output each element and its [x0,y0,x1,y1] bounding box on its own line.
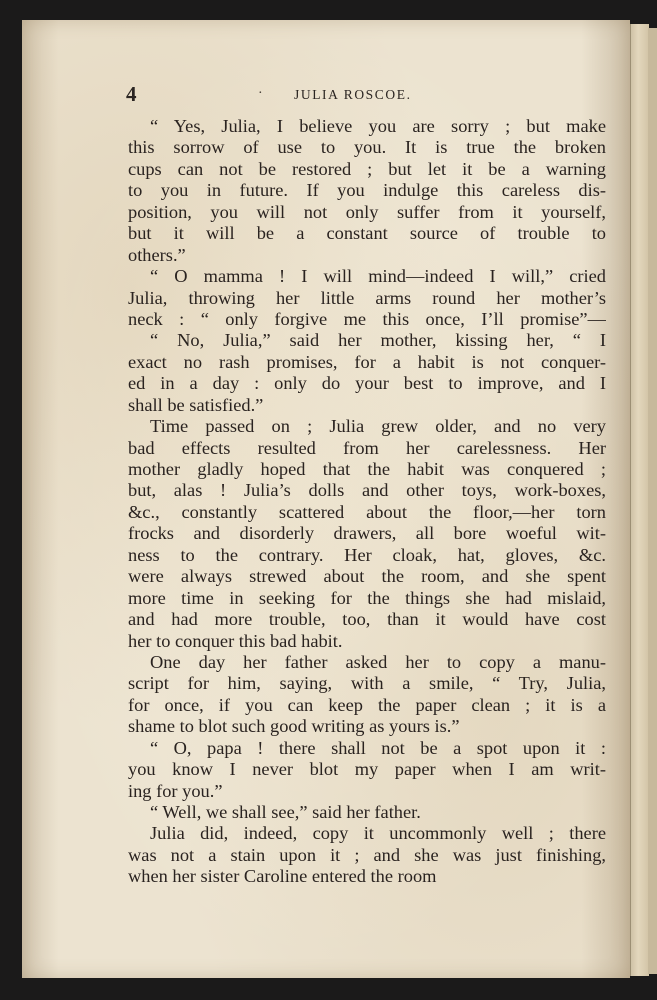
text-line: frocks and disorderly drawers, all bore woeful wit- [128,523,606,544]
text-line: ed in a day : only do your best to improve, and I [128,373,606,394]
text-line: shall be satisfied.” [128,394,264,415]
text-line: Julia did, indeed, copy it uncommonly well ; there [150,823,606,844]
text-line: but it will be a constant source of trouble to [128,223,606,244]
text-line: position, you will not only suffer from it yourself, [128,201,606,222]
text-line: were always strewed about the room, and she spent [128,566,606,587]
header-separator: · [258,86,263,101]
text-line: was not a stain upon it ; and she was just finishing, [128,844,606,865]
text-line: Julia, throwing her little arms round her mother’s [128,287,606,308]
text-line: &c., constantly scattered about the floor,—her torn [128,501,606,522]
page-edge-shadow [648,28,657,974]
text-line: ness to the contrary. Her cloak, hat, gloves, &c. [128,544,606,565]
running-head [22,82,630,106]
text-line: “ Well, we shall see,” said her father. [150,802,421,822]
text-line: ing for you.” [128,780,223,801]
text-line: script for him, saying, with a smile, “ Try, Julia, [128,673,606,694]
text-line: “ Yes, Julia, I believe you are sorry ; but make [150,116,606,136]
text-line: more time in seeking for the things she had mislaid, [128,587,606,608]
text-line: to you in future. If you indulge this careless dis- [128,180,606,201]
text-line: for once, if you can keep the paper clean ; it is a [128,694,606,715]
text-line: “ No, Julia,” said her mother, kissing her, “ I [150,330,606,351]
running-title: JULIA ROSCOE. [294,87,412,102]
text-line: her to conquer this bad habit. [128,630,343,651]
body-text [128,116,606,888]
page-edge [630,24,649,976]
text-line: mother gladly hoped that the habit was conquered ; [128,459,606,479]
text-line: cups can not be restored ; but let it be a warning [128,158,606,179]
book-page [22,20,630,978]
text-line: One day her father asked her to copy a manu- [150,651,606,672]
text-line: this sorrow of use to you. It is true the broken [128,137,606,158]
text-line: and had more trouble, too, than it would have cost [128,609,606,630]
text-line: bad effects resulted from her carelessness. Her [128,437,606,458]
text-line: neck : “ only forgive me this once, I’ll promise”— [128,308,606,329]
text-line: exact no rash promises, for a habit is not conquer- [128,351,606,372]
text-line: “ O mamma ! I will mind—indeed I will,” cried [150,266,606,287]
text-line: Time passed on ; Julia grew older, and no very [150,416,606,437]
text-line: “ O, papa ! there shall not be a spot upon it : [150,737,606,758]
text-line: but, alas ! Julia’s dolls and other toys, work-boxes, [128,480,606,501]
text-line: you know I never blot my paper when I am writ- [128,759,606,780]
text-line: others.” [128,244,186,265]
text-line: shame to blot such good writing as yours is.” [128,716,460,737]
text-line: when her sister Caroline entered the room [128,866,437,887]
page-number: 4 [126,82,137,106]
